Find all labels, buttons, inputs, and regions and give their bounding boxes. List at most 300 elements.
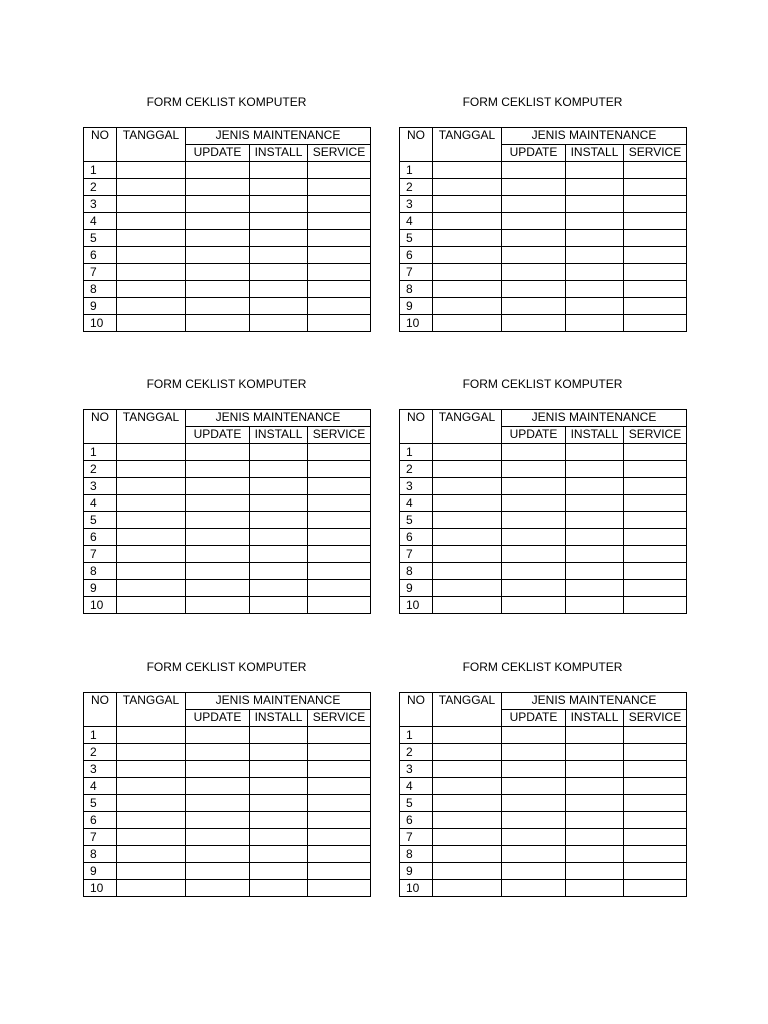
install-cell[interactable]	[250, 298, 308, 315]
service-cell[interactable]	[308, 795, 371, 812]
table-row	[400, 264, 687, 281]
update-cell[interactable]	[502, 880, 566, 897]
install-cell[interactable]	[566, 247, 624, 264]
table-row	[400, 597, 687, 614]
install-cell[interactable]	[250, 761, 308, 778]
row-number: 5	[84, 230, 117, 247]
update-cell[interactable]	[186, 179, 250, 196]
table-row	[400, 162, 687, 179]
table-row	[84, 461, 371, 478]
tanggal-cell[interactable]	[117, 846, 186, 863]
service-cell[interactable]	[308, 727, 371, 744]
header-tanggal: TANGGAL	[117, 693, 186, 727]
update-cell[interactable]	[502, 298, 566, 315]
update-cell[interactable]	[502, 778, 566, 795]
service-cell[interactable]	[624, 597, 687, 614]
update-cell[interactable]	[502, 213, 566, 230]
tanggal-cell[interactable]	[117, 795, 186, 812]
update-cell[interactable]	[502, 281, 566, 298]
update-cell[interactable]	[186, 196, 250, 213]
tanggal-cell[interactable]	[117, 298, 186, 315]
tanggal-cell[interactable]	[117, 761, 186, 778]
service-cell[interactable]	[624, 761, 687, 778]
install-cell[interactable]	[250, 444, 308, 461]
tanggal-cell[interactable]	[433, 298, 502, 315]
row-number: 4	[400, 495, 433, 512]
service-cell[interactable]	[308, 495, 371, 512]
service-cell[interactable]	[624, 846, 687, 863]
install-cell[interactable]	[566, 444, 624, 461]
table-row	[84, 196, 371, 213]
tanggal-cell[interactable]	[117, 863, 186, 880]
service-cell[interactable]	[308, 298, 371, 315]
service-cell[interactable]	[308, 162, 371, 179]
checklist-form-3	[83, 375, 370, 614]
service-cell[interactable]	[308, 761, 371, 778]
tanggal-cell[interactable]	[117, 196, 186, 213]
service-cell[interactable]	[624, 162, 687, 179]
service-cell[interactable]	[624, 563, 687, 580]
tanggal-cell[interactable]	[117, 478, 186, 495]
install-cell[interactable]	[566, 795, 624, 812]
install-cell[interactable]	[566, 744, 624, 761]
service-cell[interactable]	[308, 264, 371, 281]
row-number: 10	[400, 880, 433, 897]
update-cell[interactable]	[186, 529, 250, 546]
table-row	[400, 281, 687, 298]
row-number: 9	[84, 298, 117, 315]
install-cell[interactable]	[566, 179, 624, 196]
update-cell[interactable]	[186, 546, 250, 563]
service-cell[interactable]	[308, 281, 371, 298]
update-cell[interactable]	[502, 597, 566, 614]
table-row	[84, 162, 371, 179]
table-row	[84, 761, 371, 778]
tanggal-cell[interactable]	[117, 512, 186, 529]
update-cell[interactable]	[186, 478, 250, 495]
install-cell[interactable]	[250, 196, 308, 213]
tanggal-cell[interactable]	[117, 597, 186, 614]
table-row	[400, 461, 687, 478]
table-row	[400, 778, 687, 795]
tanggal-cell[interactable]	[433, 727, 502, 744]
row-number: 1	[84, 162, 117, 179]
row-number: 1	[84, 727, 117, 744]
tanggal-cell[interactable]	[433, 444, 502, 461]
tanggal-cell[interactable]	[117, 230, 186, 247]
service-cell[interactable]	[624, 281, 687, 298]
update-cell[interactable]	[186, 315, 250, 332]
table-row	[400, 512, 687, 529]
tanggal-cell[interactable]	[433, 597, 502, 614]
update-cell[interactable]	[186, 812, 250, 829]
update-cell[interactable]	[502, 863, 566, 880]
service-cell[interactable]	[624, 529, 687, 546]
tanggal-cell[interactable]	[433, 230, 502, 247]
table-row	[84, 863, 371, 880]
form-title: FORM CEKLIST KOMPUTER	[462, 377, 623, 391]
install-cell[interactable]	[250, 478, 308, 495]
tanggal-cell[interactable]	[433, 829, 502, 846]
update-cell[interactable]	[502, 444, 566, 461]
tanggal-cell[interactable]	[433, 846, 502, 863]
service-cell[interactable]	[308, 213, 371, 230]
header-no: NO	[84, 693, 117, 727]
update-cell[interactable]	[502, 744, 566, 761]
service-cell[interactable]	[308, 778, 371, 795]
update-cell[interactable]	[502, 179, 566, 196]
update-cell[interactable]	[502, 247, 566, 264]
install-cell[interactable]	[566, 846, 624, 863]
update-cell[interactable]	[186, 846, 250, 863]
install-cell[interactable]	[566, 315, 624, 332]
tanggal-cell[interactable]	[117, 444, 186, 461]
row-number: 10	[84, 315, 117, 332]
row-number: 1	[84, 444, 117, 461]
install-cell[interactable]	[566, 546, 624, 563]
update-cell[interactable]	[502, 727, 566, 744]
table-row	[84, 298, 371, 315]
tanggal-cell[interactable]	[433, 247, 502, 264]
header-jenis-maintenance: JENIS MAINTENANCE	[186, 128, 371, 145]
service-cell[interactable]	[624, 315, 687, 332]
update-cell[interactable]	[186, 744, 250, 761]
tanggal-cell[interactable]	[433, 812, 502, 829]
header-install: INSTALL	[250, 710, 308, 727]
install-cell[interactable]	[566, 196, 624, 213]
update-cell[interactable]	[502, 196, 566, 213]
update-cell[interactable]	[186, 512, 250, 529]
install-cell[interactable]	[250, 812, 308, 829]
update-cell[interactable]	[186, 829, 250, 846]
tanggal-cell[interactable]	[433, 264, 502, 281]
service-cell[interactable]	[624, 478, 687, 495]
service-cell[interactable]	[624, 744, 687, 761]
install-cell[interactable]	[566, 597, 624, 614]
service-cell[interactable]	[624, 580, 687, 597]
service-cell[interactable]	[624, 512, 687, 529]
service-cell[interactable]	[624, 795, 687, 812]
service-cell[interactable]	[308, 880, 371, 897]
service-cell[interactable]	[624, 461, 687, 478]
table-row	[84, 580, 371, 597]
tanggal-cell[interactable]	[117, 179, 186, 196]
update-cell[interactable]	[502, 546, 566, 563]
install-cell[interactable]	[250, 744, 308, 761]
row-number: 2	[84, 744, 117, 761]
install-cell[interactable]	[566, 162, 624, 179]
service-cell[interactable]	[624, 298, 687, 315]
row-number: 8	[84, 846, 117, 863]
tanggal-cell[interactable]	[433, 213, 502, 230]
tanggal-cell[interactable]	[117, 162, 186, 179]
tanggal-cell[interactable]	[433, 563, 502, 580]
install-cell[interactable]	[250, 546, 308, 563]
row-number: 10	[84, 597, 117, 614]
tanggal-cell[interactable]	[433, 495, 502, 512]
table-row	[84, 213, 371, 230]
update-cell[interactable]	[186, 495, 250, 512]
service-cell[interactable]	[308, 461, 371, 478]
install-cell[interactable]	[566, 529, 624, 546]
update-cell[interactable]	[502, 812, 566, 829]
table-row	[400, 829, 687, 846]
install-cell[interactable]	[250, 880, 308, 897]
update-cell[interactable]	[186, 761, 250, 778]
service-cell[interactable]	[624, 863, 687, 880]
tanggal-cell[interactable]	[117, 744, 186, 761]
install-cell[interactable]	[250, 213, 308, 230]
tanggal-cell[interactable]	[117, 495, 186, 512]
tanggal-cell[interactable]	[433, 863, 502, 880]
install-cell[interactable]	[566, 829, 624, 846]
header-no: NO	[400, 410, 433, 444]
install-cell[interactable]	[566, 478, 624, 495]
tanggal-cell[interactable]	[433, 778, 502, 795]
install-cell[interactable]	[566, 264, 624, 281]
tanggal-cell[interactable]	[433, 880, 502, 897]
install-cell[interactable]	[250, 281, 308, 298]
install-cell[interactable]	[250, 512, 308, 529]
tanggal-cell[interactable]	[433, 795, 502, 812]
service-cell[interactable]	[308, 315, 371, 332]
tanggal-cell[interactable]	[117, 264, 186, 281]
row-number: 4	[84, 778, 117, 795]
update-cell[interactable]	[186, 162, 250, 179]
install-cell[interactable]	[250, 230, 308, 247]
update-cell[interactable]	[186, 597, 250, 614]
update-cell[interactable]	[186, 213, 250, 230]
row-number: 3	[400, 478, 433, 495]
install-cell[interactable]	[250, 829, 308, 846]
install-cell[interactable]	[566, 812, 624, 829]
update-cell[interactable]	[502, 478, 566, 495]
install-cell[interactable]	[566, 863, 624, 880]
update-cell[interactable]	[186, 580, 250, 597]
install-cell[interactable]	[250, 597, 308, 614]
update-cell[interactable]	[186, 444, 250, 461]
service-cell[interactable]	[308, 744, 371, 761]
install-cell[interactable]	[566, 580, 624, 597]
install-cell[interactable]	[250, 846, 308, 863]
form-title: FORM CEKLIST KOMPUTER	[146, 660, 307, 674]
update-cell[interactable]	[186, 264, 250, 281]
tanggal-cell[interactable]	[433, 546, 502, 563]
update-cell[interactable]	[502, 162, 566, 179]
service-cell[interactable]	[308, 546, 371, 563]
update-cell[interactable]	[502, 846, 566, 863]
update-cell[interactable]	[502, 461, 566, 478]
tanggal-cell[interactable]	[117, 812, 186, 829]
service-cell[interactable]	[624, 230, 687, 247]
update-cell[interactable]	[502, 580, 566, 597]
header-no: NO	[400, 693, 433, 727]
update-cell[interactable]	[502, 529, 566, 546]
install-cell[interactable]	[566, 461, 624, 478]
form-title: FORM CEKLIST KOMPUTER	[462, 95, 623, 109]
service-cell[interactable]	[624, 812, 687, 829]
update-cell[interactable]	[502, 563, 566, 580]
service-cell[interactable]	[308, 247, 371, 264]
tanggal-cell[interactable]	[117, 461, 186, 478]
service-cell[interactable]	[308, 863, 371, 880]
install-cell[interactable]	[566, 761, 624, 778]
tanggal-cell[interactable]	[433, 281, 502, 298]
tanggal-cell[interactable]	[117, 580, 186, 597]
update-cell[interactable]	[502, 761, 566, 778]
tanggal-cell[interactable]	[117, 778, 186, 795]
tanggal-cell[interactable]	[117, 247, 186, 264]
tanggal-cell[interactable]	[117, 281, 186, 298]
header-update: UPDATE	[186, 427, 250, 444]
tanggal-cell[interactable]	[433, 478, 502, 495]
tanggal-cell[interactable]	[117, 880, 186, 897]
service-cell[interactable]	[624, 247, 687, 264]
header-install: INSTALL	[250, 145, 308, 162]
install-cell[interactable]	[250, 162, 308, 179]
update-cell[interactable]	[502, 829, 566, 846]
service-cell[interactable]	[624, 495, 687, 512]
install-cell[interactable]	[250, 795, 308, 812]
service-cell[interactable]	[308, 529, 371, 546]
service-cell[interactable]	[308, 846, 371, 863]
install-cell[interactable]	[566, 880, 624, 897]
install-cell[interactable]	[250, 247, 308, 264]
update-cell[interactable]	[186, 727, 250, 744]
service-cell[interactable]	[308, 444, 371, 461]
service-cell[interactable]	[308, 580, 371, 597]
service-cell[interactable]	[624, 264, 687, 281]
install-cell[interactable]	[250, 315, 308, 332]
install-cell[interactable]	[250, 461, 308, 478]
update-cell[interactable]	[186, 247, 250, 264]
update-cell[interactable]	[186, 795, 250, 812]
tanggal-cell[interactable]	[117, 727, 186, 744]
table-row	[400, 880, 687, 897]
install-cell[interactable]	[566, 298, 624, 315]
tanggal-cell[interactable]	[117, 829, 186, 846]
install-cell[interactable]	[566, 727, 624, 744]
tanggal-cell[interactable]	[433, 179, 502, 196]
install-cell[interactable]	[250, 778, 308, 795]
header-tanggal: TANGGAL	[117, 128, 186, 162]
header-jenis-maintenance: JENIS MAINTENANCE	[502, 410, 687, 427]
service-cell[interactable]	[624, 213, 687, 230]
install-cell[interactable]	[566, 495, 624, 512]
table-row	[84, 444, 371, 461]
row-number: 1	[400, 444, 433, 461]
tanggal-cell[interactable]	[433, 512, 502, 529]
table-row	[400, 247, 687, 264]
update-cell[interactable]	[186, 230, 250, 247]
install-cell[interactable]	[250, 264, 308, 281]
checklist-form-1	[83, 93, 370, 332]
service-cell[interactable]	[624, 444, 687, 461]
update-cell[interactable]	[186, 298, 250, 315]
service-cell[interactable]	[624, 829, 687, 846]
service-cell[interactable]	[308, 597, 371, 614]
service-cell[interactable]	[308, 196, 371, 213]
service-cell[interactable]	[308, 230, 371, 247]
header-tanggal: TANGGAL	[117, 410, 186, 444]
update-cell[interactable]	[186, 563, 250, 580]
update-cell[interactable]	[186, 880, 250, 897]
update-cell[interactable]	[502, 495, 566, 512]
update-cell[interactable]	[502, 264, 566, 281]
service-cell[interactable]	[624, 179, 687, 196]
table-row	[84, 512, 371, 529]
update-cell[interactable]	[502, 230, 566, 247]
install-cell[interactable]	[566, 778, 624, 795]
install-cell[interactable]	[250, 863, 308, 880]
row-number: 9	[84, 863, 117, 880]
install-cell[interactable]	[250, 529, 308, 546]
tanggal-cell[interactable]	[117, 546, 186, 563]
install-cell[interactable]	[566, 230, 624, 247]
tanggal-cell[interactable]	[433, 196, 502, 213]
row-number: 9	[400, 298, 433, 315]
header-row	[84, 128, 371, 145]
service-cell[interactable]	[624, 546, 687, 563]
service-cell[interactable]	[624, 196, 687, 213]
tanggal-cell[interactable]	[117, 563, 186, 580]
tanggal-cell[interactable]	[433, 529, 502, 546]
tanggal-cell[interactable]	[117, 529, 186, 546]
update-cell[interactable]	[186, 778, 250, 795]
install-cell[interactable]	[250, 563, 308, 580]
row-number: 3	[84, 196, 117, 213]
install-cell[interactable]	[250, 495, 308, 512]
install-cell[interactable]	[250, 179, 308, 196]
update-cell[interactable]	[186, 863, 250, 880]
tanggal-cell[interactable]	[433, 761, 502, 778]
service-cell[interactable]	[308, 179, 371, 196]
update-cell[interactable]	[186, 281, 250, 298]
table-row	[84, 880, 371, 897]
update-cell[interactable]	[186, 461, 250, 478]
table-row	[84, 778, 371, 795]
install-cell[interactable]	[250, 727, 308, 744]
service-cell[interactable]	[308, 812, 371, 829]
tanggal-cell[interactable]	[433, 315, 502, 332]
header-row	[84, 410, 371, 427]
update-cell[interactable]	[502, 512, 566, 529]
tanggal-cell[interactable]	[117, 315, 186, 332]
install-cell[interactable]	[566, 512, 624, 529]
table-row	[400, 563, 687, 580]
install-cell[interactable]	[566, 563, 624, 580]
service-cell[interactable]	[308, 478, 371, 495]
row-number: 9	[84, 580, 117, 597]
update-cell[interactable]	[502, 795, 566, 812]
install-cell[interactable]	[566, 213, 624, 230]
tanggal-cell[interactable]	[117, 213, 186, 230]
tanggal-cell[interactable]	[433, 580, 502, 597]
table-row	[400, 744, 687, 761]
tanggal-cell[interactable]	[433, 744, 502, 761]
install-cell[interactable]	[250, 580, 308, 597]
service-cell[interactable]	[624, 778, 687, 795]
service-cell[interactable]	[308, 563, 371, 580]
update-cell[interactable]	[502, 315, 566, 332]
install-cell[interactable]	[566, 281, 624, 298]
service-cell[interactable]	[624, 727, 687, 744]
service-cell[interactable]	[624, 880, 687, 897]
service-cell[interactable]	[308, 512, 371, 529]
service-cell[interactable]	[308, 829, 371, 846]
tanggal-cell[interactable]	[433, 162, 502, 179]
tanggal-cell[interactable]	[433, 461, 502, 478]
